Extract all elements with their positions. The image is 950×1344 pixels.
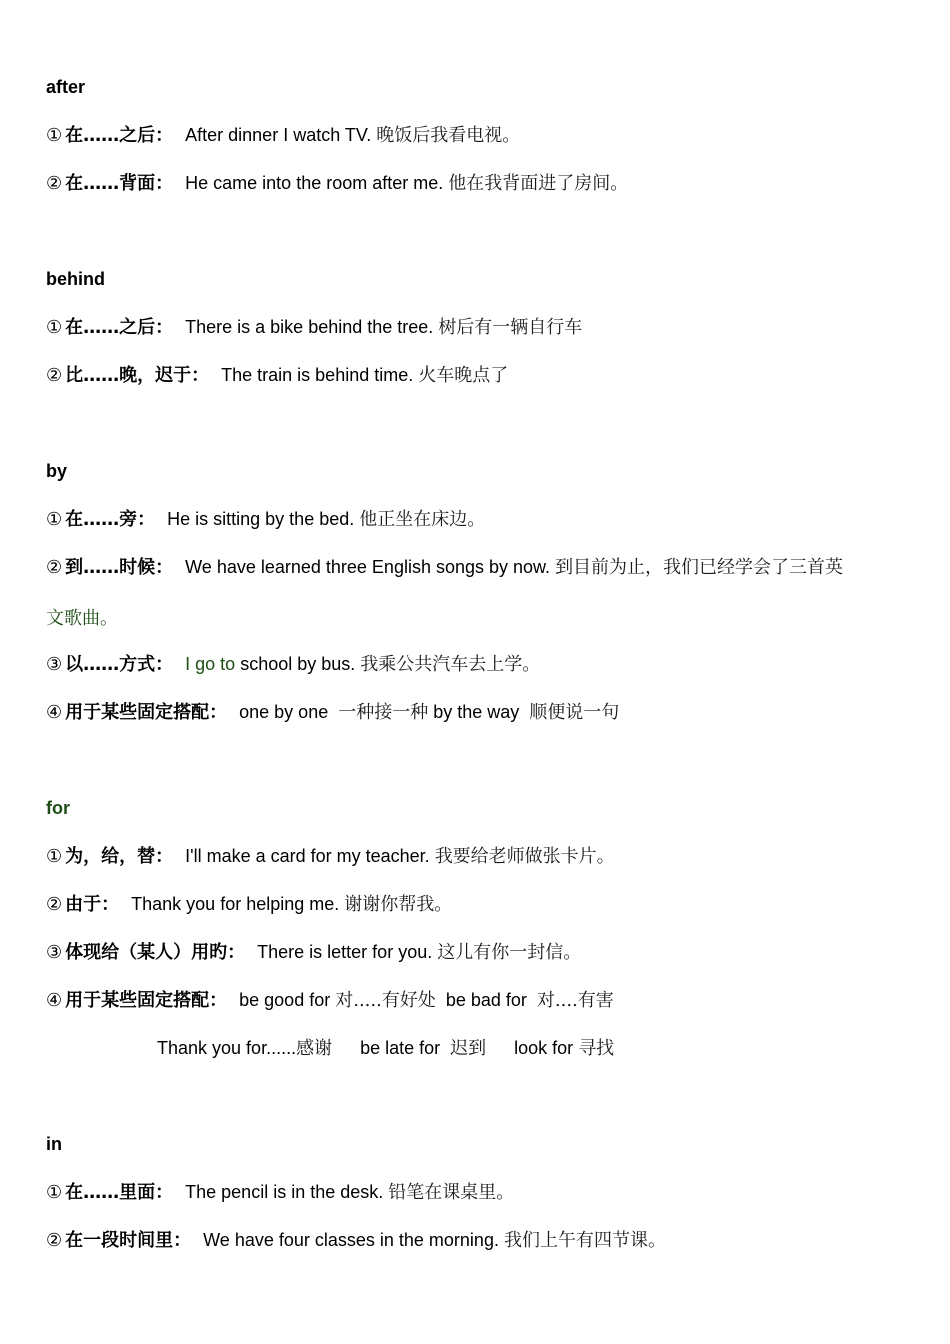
entry-number: ①: [46, 1182, 63, 1203]
entry-meaning: 体现给（某人）用旳：: [65, 942, 246, 963]
entry-example-en: He is sitting by the bed.: [167, 509, 355, 529]
entry-example-zh: 这儿有你一封信。: [437, 942, 582, 963]
entry-number: ③: [46, 654, 63, 675]
word-in: in: [46, 1134, 62, 1154]
entry-example-en: He came into the room after me.: [185, 173, 444, 193]
entry-example-en: There is letter for you.: [257, 942, 433, 962]
section-heading-in: [46, 1132, 62, 1156]
entry-meaning: 以……方式：: [65, 654, 174, 675]
phrase-zh: 对.....有好处: [335, 990, 436, 1011]
entry-number: ①: [46, 317, 63, 338]
entry-meaning: 比……晚，迟于：: [65, 365, 210, 386]
entry-by-4: [46, 700, 619, 725]
phrase-en: Thank you for......: [157, 1038, 297, 1058]
entry-by-3: [46, 652, 540, 677]
word-behind: behind: [46, 269, 105, 289]
entry-example-zh: 我们上午有四节课。: [503, 1230, 666, 1251]
entry-behind-1: [46, 315, 582, 340]
entry-example-en: school by bus.: [240, 654, 356, 674]
entry-example-zh: 树后有一辆自行车: [438, 317, 583, 338]
entry-number: ④: [46, 990, 63, 1011]
entry-number: ②: [46, 365, 63, 386]
entry-in-2: [46, 1228, 666, 1253]
section-heading-by: [46, 459, 67, 483]
entry-example-zh: 我乘公共汽车去上学。: [360, 654, 541, 675]
phrase-zh: 迟到: [450, 1038, 487, 1059]
phrase-zh: 感谢: [296, 1038, 333, 1059]
entry-example-zh: 他在我背面进了房间。: [448, 173, 629, 194]
entry-meaning: 由于：: [65, 894, 120, 915]
entry-example-zh: 我要给老师做张卡片。: [434, 846, 615, 867]
entry-number: ②: [46, 557, 63, 578]
section-heading-after: [46, 75, 85, 99]
entry-meaning: 到……时候：: [65, 557, 174, 578]
entry-behind-2: [46, 363, 508, 388]
entry-example-zh: 谢谢你帮我。: [344, 894, 453, 915]
entry-by-2-continuation: [46, 606, 118, 631]
section-heading-behind: [46, 267, 105, 291]
entry-meaning: 在……之后：: [65, 317, 174, 338]
phrase-zh: 对....有害: [536, 990, 614, 1011]
phrase-zh: 寻找: [578, 1038, 615, 1059]
entry-example-zh: 火车晚点了: [418, 365, 509, 386]
entry-example-en: We have four classes in the morning.: [203, 1230, 499, 1250]
entry-meaning: 在一段时间里：: [65, 1230, 192, 1251]
entry-meaning: 用于某些固定搭配：: [65, 990, 228, 1011]
phrase-en: by the way: [433, 702, 520, 722]
entry-number: ③: [46, 942, 63, 963]
entry-example-en: I'll make a card for my teacher.: [185, 846, 430, 866]
phrase-en: one by one: [239, 702, 329, 722]
entry-number: ②: [46, 894, 63, 915]
entry-number: ①: [46, 125, 63, 146]
entry-example-en: The train is behind time.: [221, 365, 414, 385]
entry-example-en: We have learned three English songs by now.: [185, 557, 551, 577]
phrase-en: be late for: [360, 1038, 441, 1058]
entry-number: ①: [46, 846, 63, 867]
entry-meaning: 为，给，替：: [65, 846, 174, 867]
word-after: after: [46, 77, 86, 97]
entry-example-en: The pencil is in the desk.: [185, 1182, 384, 1202]
entry-example-zh: 铅笔在课桌里。: [388, 1182, 515, 1203]
phrase-en: look for: [514, 1038, 574, 1058]
entry-number: ②: [46, 1230, 63, 1251]
entry-example-zh-continuation: 文歌曲。: [46, 608, 118, 629]
entry-for-4-continuation: [157, 1036, 614, 1061]
entry-meaning: 用于某些固定搭配：: [65, 702, 228, 723]
entry-for-3: [46, 940, 581, 965]
phrase-en: be bad for: [445, 990, 527, 1010]
entry-in-1: [46, 1180, 514, 1205]
entry-example-en: Thank you for helping me.: [131, 894, 340, 914]
entry-example-zh: 到目前为止，我们已经学会了三首英: [555, 557, 844, 578]
entry-for-4: [46, 988, 614, 1013]
phrase-zh: 一种接一种: [338, 702, 429, 723]
section-heading-for: [46, 796, 70, 820]
entry-meaning: 在……背面：: [65, 173, 174, 194]
entry-by-1: [46, 507, 485, 532]
entry-example-zh: 他正坐在床边。: [359, 509, 486, 530]
phrase-en: be good for: [239, 990, 331, 1010]
entry-meaning: 在……旁：: [65, 509, 156, 530]
entry-example-en: After dinner I watch TV.: [185, 125, 372, 145]
phrase-zh: 顺便说一句: [529, 702, 620, 723]
entry-for-1: [46, 844, 615, 869]
entry-after-1: [46, 123, 520, 148]
word-by: by: [46, 461, 68, 481]
entry-by-2: [46, 555, 843, 580]
entry-example-zh: 晚饭后我看电视。: [376, 125, 521, 146]
entry-example-en: There is a bike behind the tree.: [185, 317, 434, 337]
entry-number: ④: [46, 702, 63, 723]
entry-number: ②: [46, 173, 63, 194]
entry-meaning: 在……之后：: [65, 125, 174, 146]
entry-for-2: [46, 892, 452, 917]
entry-after-2: [46, 171, 628, 196]
entry-example-en-highlight: I go to: [185, 654, 236, 674]
entry-meaning: 在……里面：: [65, 1182, 174, 1203]
word-for: for: [46, 798, 70, 818]
entry-number: ①: [46, 509, 63, 530]
